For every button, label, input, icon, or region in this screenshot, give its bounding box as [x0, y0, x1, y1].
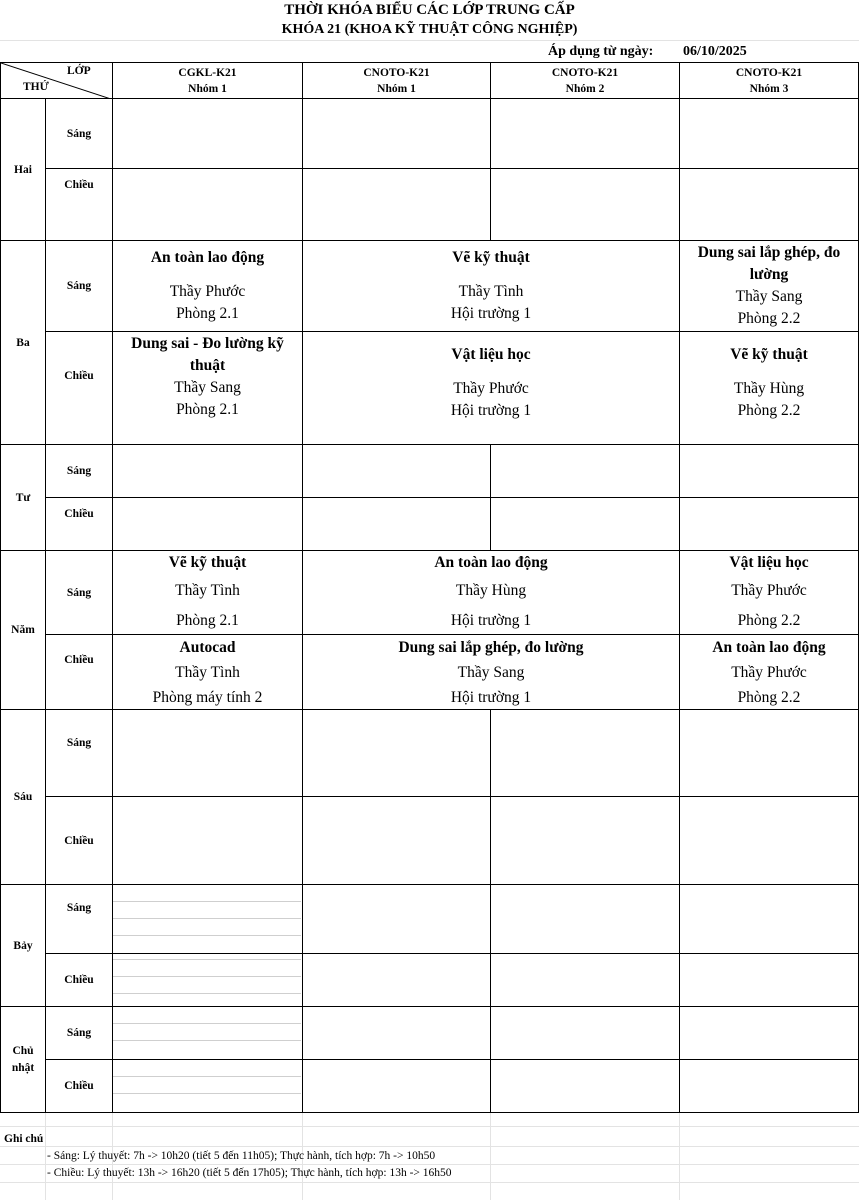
- subject: An toàn lao động: [434, 554, 548, 571]
- note-morning: - Sáng: Lý thuyết: 7h -> 10h20 (tiết 5 đến 11h05); Thực hành, tích hợp: 7h -> 10h50: [47, 1150, 436, 1162]
- page-title: THỜI KHÓA BIỂU CÁC LỚP TRUNG CẤP: [284, 2, 575, 18]
- room: Hội trường 1: [450, 402, 532, 419]
- room: Phòng 2.1: [176, 305, 239, 322]
- day-cell: Tư: [0, 444, 46, 551]
- inner-rule: [113, 993, 301, 994]
- inner-rule: [113, 959, 301, 960]
- subject: An toàn lao động: [150, 249, 265, 266]
- schedule-cell-empty: [112, 168, 303, 241]
- schedule-cell: [679, 331, 859, 445]
- schedule-cell: [679, 634, 859, 710]
- room: Hội trường 1: [450, 689, 532, 706]
- schedule-cell-empty: [679, 796, 859, 885]
- schedule-cell-empty: [490, 168, 680, 241]
- inner-rule: [113, 976, 301, 977]
- day-cell: Chủ nhật: [0, 1006, 46, 1113]
- inner-rule: [113, 1023, 301, 1024]
- session-cell: Chiều: [45, 1059, 113, 1113]
- class-group: Nhóm 1: [188, 82, 227, 95]
- schedule-cell-empty: [679, 884, 859, 954]
- schedule-cell-empty: [112, 444, 303, 498]
- schedule-cell-empty: [302, 444, 491, 498]
- schedule-cell-empty: [679, 953, 859, 1007]
- class-code: CNOTO-K21: [735, 66, 803, 79]
- day-cell: Sáu: [0, 709, 46, 885]
- schedule-cell-empty: [302, 953, 491, 1007]
- room: Phòng 2.2: [737, 310, 801, 327]
- room: Phòng 2.2: [737, 689, 801, 706]
- class-label: LỚP: [67, 65, 91, 77]
- day-cell: Năm: [0, 550, 46, 710]
- session-cell: Sáng: [45, 444, 113, 498]
- session-cell: Chiều: [45, 953, 113, 1007]
- session-cell: Sáng: [45, 240, 113, 332]
- schedule-cell-empty: [490, 444, 680, 498]
- class-group: Nhóm 2: [565, 82, 605, 95]
- teacher: Thầy Tình: [175, 582, 240, 599]
- teacher: Thầy Sang: [174, 379, 241, 396]
- diagonal-line: [1, 63, 114, 100]
- session-cell: Sáng: [45, 1006, 113, 1060]
- schedule-cell-empty: [112, 1059, 303, 1113]
- subject: Autocad: [179, 639, 236, 656]
- session-cell: Chiều: [45, 497, 113, 551]
- schedule-cell-empty: [302, 1006, 491, 1060]
- schedule-cell-empty: [112, 1006, 303, 1060]
- schedule-cell-empty: [302, 1059, 491, 1113]
- class-group: Nhóm 1: [377, 82, 416, 95]
- schedule-cell: [302, 331, 680, 445]
- schedule-cell: [679, 550, 859, 635]
- class-header: [302, 62, 491, 99]
- apply-date-label: Áp dụng từ ngày:: [548, 44, 654, 59]
- schedule-cell-empty: [302, 796, 491, 885]
- subject: Vẽ kỹ thuật: [452, 249, 530, 266]
- room: Hội trường 1: [450, 612, 532, 629]
- schedule-cell-empty: [112, 98, 303, 169]
- schedule-cell-empty: [302, 497, 491, 551]
- subject: Vật liệu học: [451, 346, 531, 363]
- session-cell: Chiều: [45, 634, 113, 710]
- subject: Dung sai - Đo lường kỹ thuật: [131, 335, 284, 374]
- schedule-cell-empty: [679, 168, 859, 241]
- schedule-cell-empty: [112, 497, 303, 551]
- teacher: Thầy Tình: [175, 664, 240, 681]
- schedule-cell-empty: [112, 709, 303, 797]
- schedule-cell: [679, 240, 859, 332]
- session-cell: Sáng: [45, 884, 113, 954]
- day-cell: Ba: [0, 240, 46, 445]
- gridline: [0, 1182, 859, 1183]
- schedule-cell-empty: [112, 884, 303, 954]
- schedule-cell-empty: [679, 497, 859, 551]
- inner-rule: [113, 1040, 301, 1041]
- schedule-cell-empty: [302, 709, 491, 797]
- schedule-cell-empty: [679, 1006, 859, 1060]
- schedule-cell-empty: [490, 1006, 680, 1060]
- gridline: [0, 1126, 859, 1127]
- inner-rule: [113, 1076, 301, 1077]
- room: Hội trường 1: [450, 305, 532, 322]
- gridline: [45, 1112, 46, 1200]
- note-afternoon: - Chiều: Lý thuyết: 13h -> 16h20 (tiết 5 đến 17h05); Thực hành, tích hợp: 13h -> 16h50: [47, 1167, 452, 1179]
- schedule-cell-empty: [302, 98, 491, 169]
- schedule-cell: [112, 634, 303, 710]
- subject: Dung sai lắp ghép, đo lường: [697, 244, 841, 283]
- session-cell: Chiều: [45, 796, 113, 885]
- inner-rule: [113, 918, 301, 919]
- teacher: Thầy Hùng: [455, 582, 527, 599]
- class-header: [679, 62, 859, 99]
- schedule-cell-empty: [679, 1059, 859, 1113]
- teacher: Thầy Phước: [731, 664, 807, 681]
- apply-date-value: 06/10/2025: [683, 44, 747, 59]
- session-cell: Sáng: [45, 550, 113, 635]
- class-group: Nhóm 3: [749, 82, 789, 95]
- schedule-cell-empty: [302, 884, 491, 954]
- page-subtitle: KHÓA 21 (KHOA KỸ THUẬT CÔNG NGHIỆP): [281, 22, 578, 37]
- class-code: CGKL-K21: [178, 66, 237, 79]
- schedule-cell-empty: [490, 953, 680, 1007]
- teacher: Thầy Hùng: [733, 380, 805, 397]
- gridline: [0, 1146, 859, 1147]
- session-cell: Chiều: [45, 331, 113, 445]
- schedule-cell-empty: [490, 796, 680, 885]
- schedule-cell-empty: [302, 168, 491, 241]
- class-code: CNOTO-K21: [551, 66, 619, 79]
- room: Phòng 2.1: [176, 612, 239, 629]
- schedule-cell-empty: [490, 98, 680, 169]
- room: Phòng 2.2: [737, 612, 801, 629]
- teacher: Thầy Sang: [457, 664, 525, 681]
- gridline: [679, 1112, 680, 1200]
- session-cell: Chiều: [45, 168, 113, 241]
- schedule-cell-empty: [679, 444, 859, 498]
- schedule-cell-empty: [112, 953, 303, 1007]
- subject: Dung sai lắp ghép, đo lường: [398, 639, 584, 656]
- teacher: Thầy Phước: [169, 283, 246, 300]
- inner-rule: [113, 901, 301, 902]
- schedule-cell: [112, 331, 303, 445]
- room: Phòng 2.2: [737, 402, 801, 419]
- schedule-cell: [112, 240, 303, 332]
- session-cell: Sáng: [45, 709, 113, 797]
- room: Phòng 2.1: [176, 401, 239, 418]
- room: Phòng máy tính 2: [152, 689, 263, 706]
- teacher: Thầy Phước: [731, 582, 807, 599]
- inner-rule: [113, 935, 301, 936]
- subject: Vẽ kỹ thuật: [168, 554, 247, 571]
- teacher: Thầy Sang: [735, 288, 803, 305]
- schedule-cell-empty: [490, 1059, 680, 1113]
- corner-header: [0, 62, 113, 99]
- notes-title: Ghi chú: [4, 1133, 44, 1145]
- subject: Vật liệu học: [729, 554, 809, 571]
- schedule-cell: [302, 550, 680, 635]
- class-code: CNOTO-K21: [363, 66, 430, 79]
- schedule-cell-empty: [490, 884, 680, 954]
- day-cell: Hai: [0, 98, 46, 241]
- schedule-cell: [302, 634, 680, 710]
- gridline: [0, 1164, 859, 1165]
- schedule-cell-empty: [490, 497, 680, 551]
- subject: Vẽ kỹ thuật: [730, 346, 808, 363]
- gridline: [0, 40, 859, 41]
- schedule-cell: [112, 550, 303, 635]
- schedule-cell-empty: [490, 709, 680, 797]
- teacher: Thầy Phước: [453, 380, 529, 397]
- gridline: [490, 1112, 491, 1200]
- day-cell: Bảy: [0, 884, 46, 1007]
- teacher: Thầy Tình: [458, 283, 524, 300]
- session-cell: Sáng: [45, 98, 113, 169]
- subject: An toàn lao động: [712, 639, 826, 656]
- day-label: THỨ: [23, 81, 49, 93]
- schedule-cell: [302, 240, 680, 332]
- schedule-cell-empty: [112, 796, 303, 885]
- schedule-cell-empty: [679, 709, 859, 797]
- inner-rule: [113, 1093, 301, 1094]
- class-header: [490, 62, 680, 99]
- class-header: [112, 62, 303, 99]
- schedule-cell-empty: [679, 98, 859, 169]
